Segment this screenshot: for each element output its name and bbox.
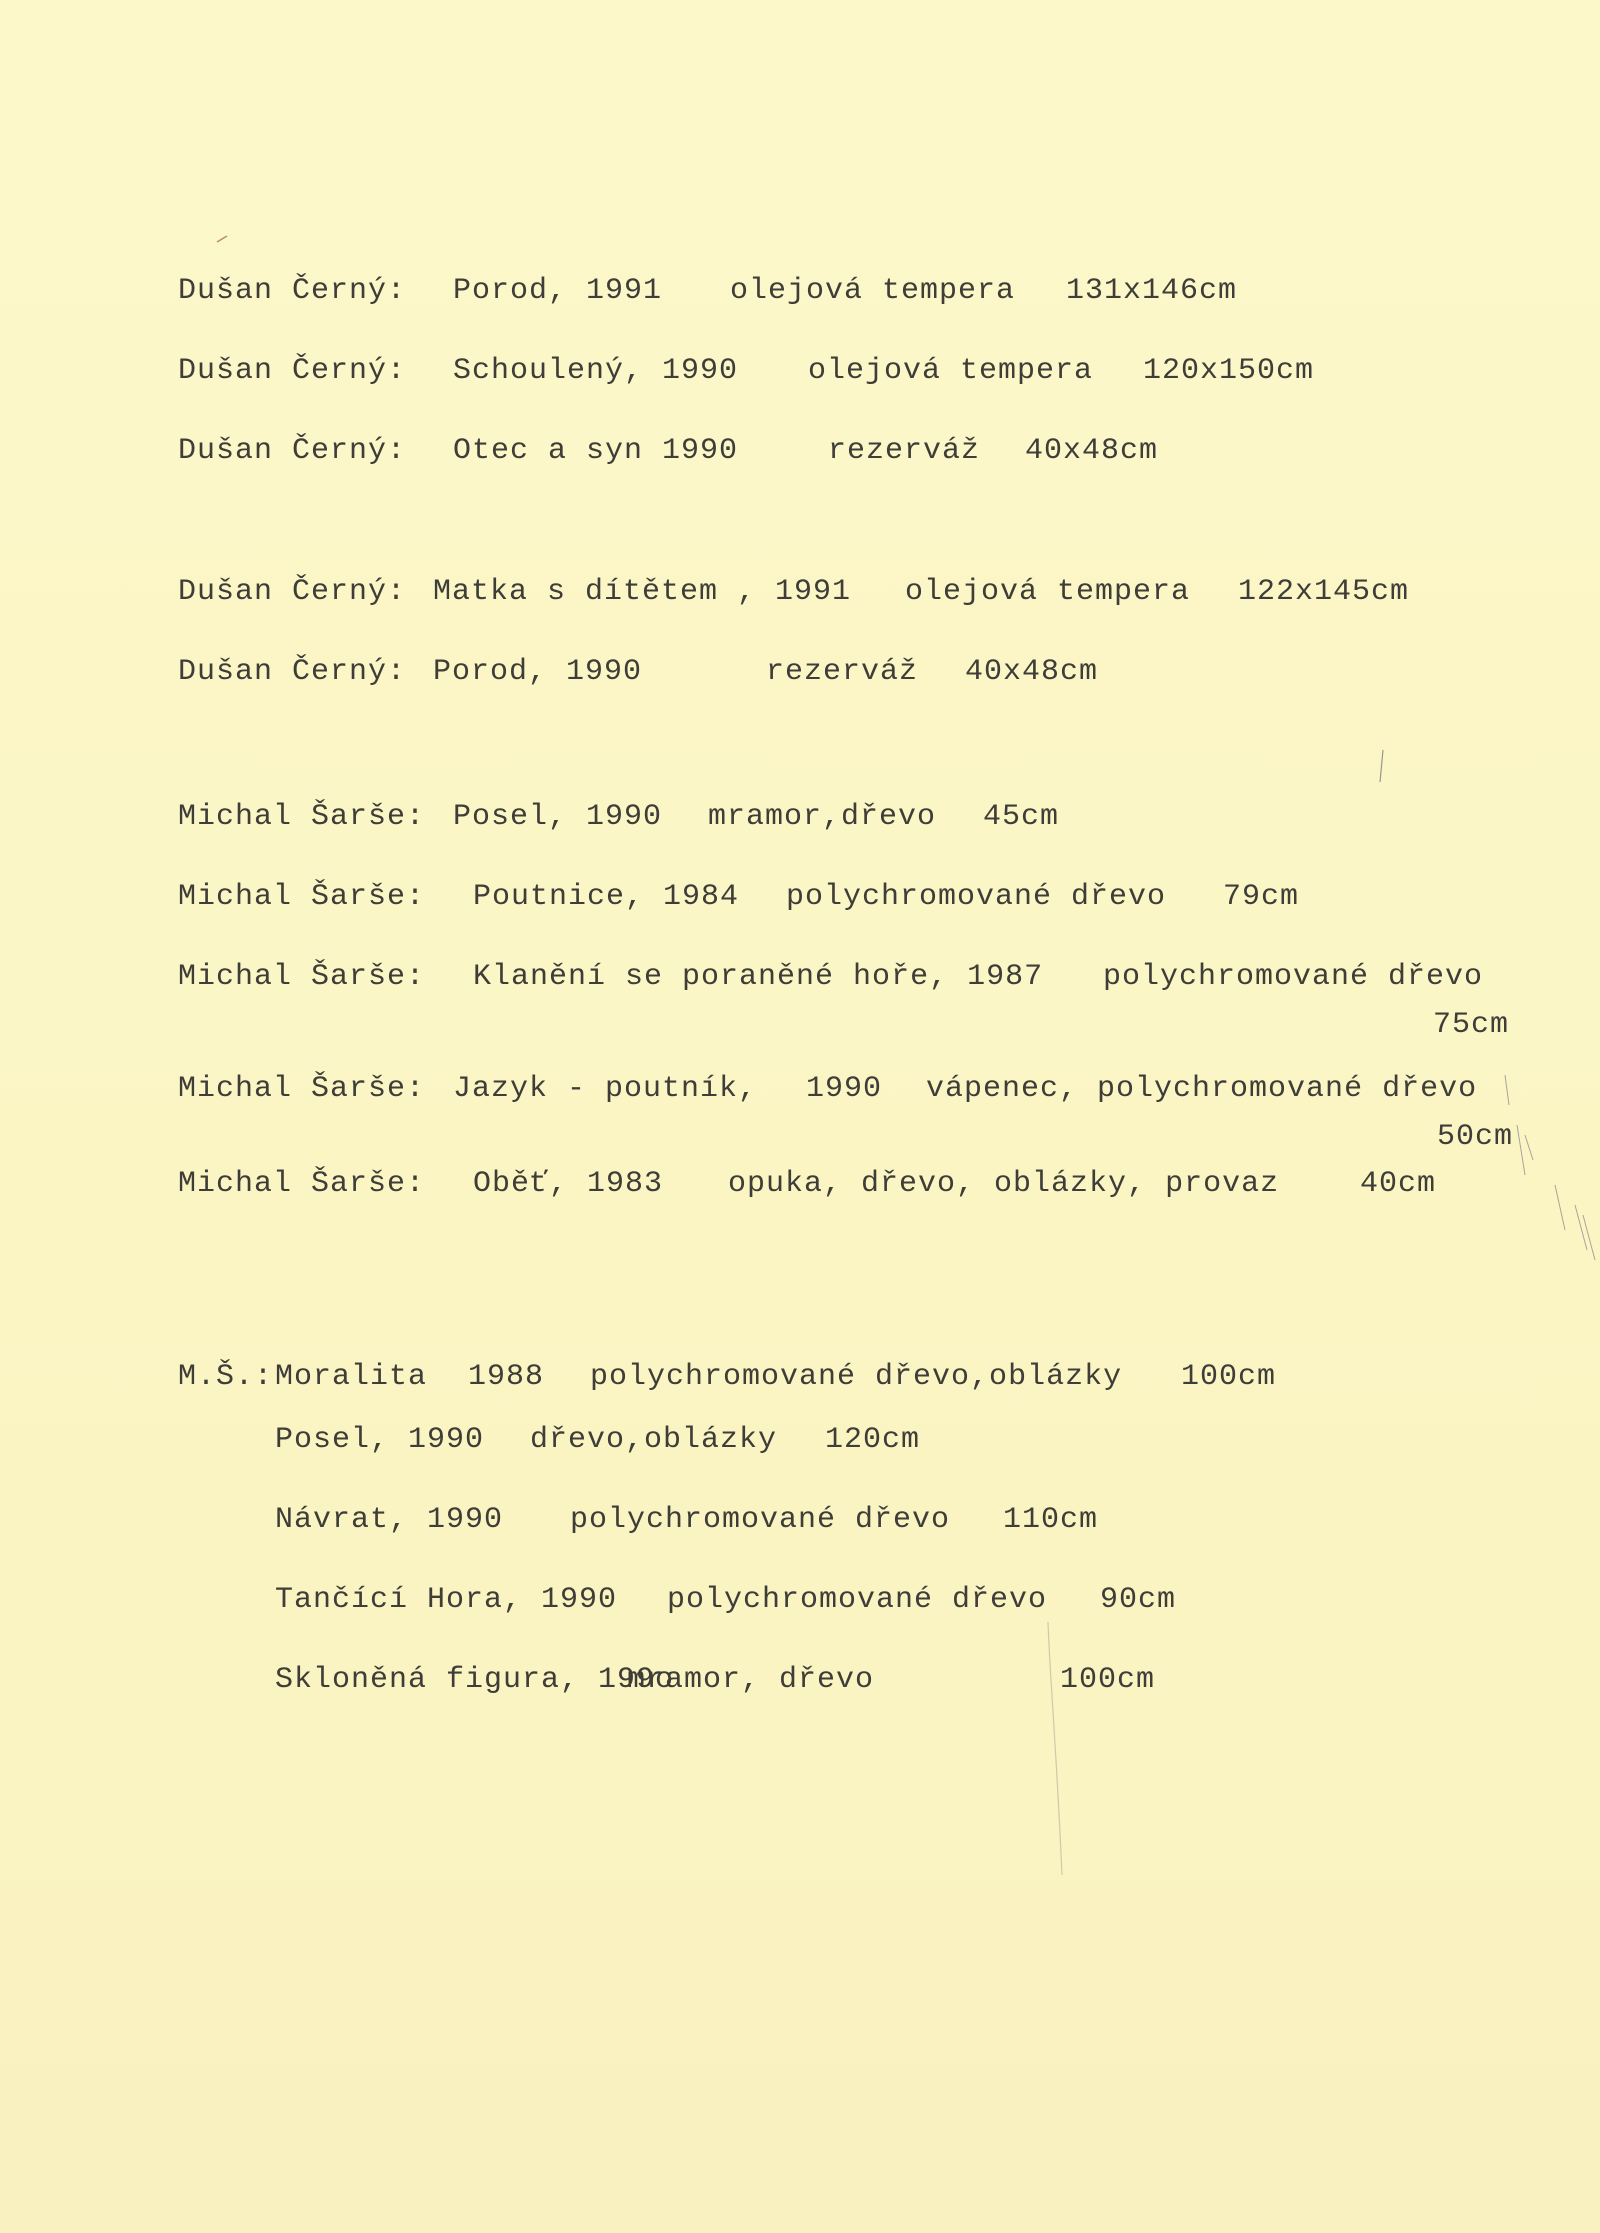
- artwork-medium: opuka, dřevo, oblázky, provaz: [728, 1167, 1280, 1201]
- artist-name: Michal Šarše:: [178, 880, 426, 914]
- artwork-title: Skloněná figura, 199o: [275, 1663, 675, 1697]
- artwork-title: Poutnice, 1984: [473, 880, 740, 914]
- artist-name: Dušan Černý:: [178, 354, 407, 388]
- artwork-medium: olejová tempera: [905, 575, 1191, 609]
- artwork-medium: olejová tempera: [730, 274, 1016, 308]
- artwork-title: Porod, 1990: [433, 655, 643, 689]
- artwork-title: Porod, 1991: [453, 274, 663, 308]
- artwork-title: Jazyk - poutník,: [453, 1072, 758, 1106]
- artwork-medium: mramor, dřevo: [627, 1663, 875, 1697]
- artwork-size: 90cm: [1100, 1583, 1177, 1617]
- artwork-title: Návrat, 1990: [275, 1503, 504, 1537]
- artist-name: Dušan Černý:: [178, 274, 407, 308]
- artwork-title: Moralita: [275, 1360, 428, 1394]
- artwork-medium: rezerváž: [828, 434, 981, 468]
- artwork-title: Posel, 1990: [275, 1423, 485, 1457]
- artwork-size: 100cm: [1181, 1360, 1277, 1394]
- artwork-size: 40cm: [1360, 1167, 1437, 1201]
- artwork-size: 40x48cm: [965, 655, 1099, 689]
- artwork-medium: olejová tempera: [808, 354, 1094, 388]
- artist-name: Michal Šarše:: [178, 1072, 426, 1106]
- artwork-title: Otec a syn 1990: [453, 434, 739, 468]
- artwork-size: 100cm: [1060, 1663, 1156, 1697]
- artist-name: Dušan Černý:: [178, 575, 407, 609]
- pencil-stroke-mark: [1378, 748, 1386, 784]
- artwork-size: 50cm: [1437, 1120, 1514, 1154]
- artwork-title: Klanění se poraněné hoře, 1987: [473, 960, 1044, 994]
- artwork-medium: polychromované dřevo: [667, 1583, 1048, 1617]
- artwork-size: 120cm: [825, 1423, 921, 1457]
- artwork-medium: mramor,dřevo: [708, 800, 937, 834]
- artwork-title: Oběť, 1983: [473, 1167, 664, 1201]
- artwork-size: 45cm: [983, 800, 1060, 834]
- artwork-medium: rezerváž: [766, 655, 919, 689]
- artwork-size: 122x145cm: [1238, 575, 1410, 609]
- artwork-size: 120x150cm: [1143, 354, 1315, 388]
- artist-name: Dušan Černý:: [178, 655, 407, 689]
- artwork-size: 40x48cm: [1025, 434, 1159, 468]
- artwork-title: Tančící Hora, 1990: [275, 1583, 618, 1617]
- artwork-size: 79cm: [1223, 880, 1300, 914]
- artwork-medium: polychromované dřevo: [570, 1503, 951, 1537]
- artwork-title: Schoulený, 1990: [453, 354, 739, 388]
- artwork-year: 1990: [806, 1072, 883, 1106]
- artwork-medium: polychromované dřevo,oblázky: [590, 1360, 1123, 1394]
- artwork-title: Posel, 1990: [453, 800, 663, 834]
- artwork-medium: polychromované dřevo: [1103, 960, 1484, 994]
- artwork-title: Matka s dítětem , 1991: [433, 575, 852, 609]
- artwork-size: 110cm: [1003, 1503, 1099, 1537]
- artwork-year: 1988: [468, 1360, 545, 1394]
- paper-crease: [1040, 1620, 1070, 1880]
- artist-name: Michal Šarše:: [178, 800, 426, 834]
- artwork-size: 131x146cm: [1066, 274, 1238, 308]
- artwork-size: 75cm: [1433, 1008, 1510, 1042]
- abbreviation-prefix: M.Š.:: [178, 1360, 274, 1394]
- artist-name: Dušan Černý:: [178, 434, 407, 468]
- artwork-medium: polychromované dřevo: [786, 880, 1167, 914]
- artist-name: Michal Šarše:: [178, 1167, 426, 1201]
- artist-name: Michal Šarše:: [178, 960, 426, 994]
- scratch-marks: [1495, 1065, 1600, 1265]
- artwork-medium: dřevo,oblázky: [530, 1423, 778, 1457]
- pencil-tick-mark: [215, 234, 229, 244]
- artwork-medium: vápenec, polychromované dřevo: [926, 1072, 1478, 1106]
